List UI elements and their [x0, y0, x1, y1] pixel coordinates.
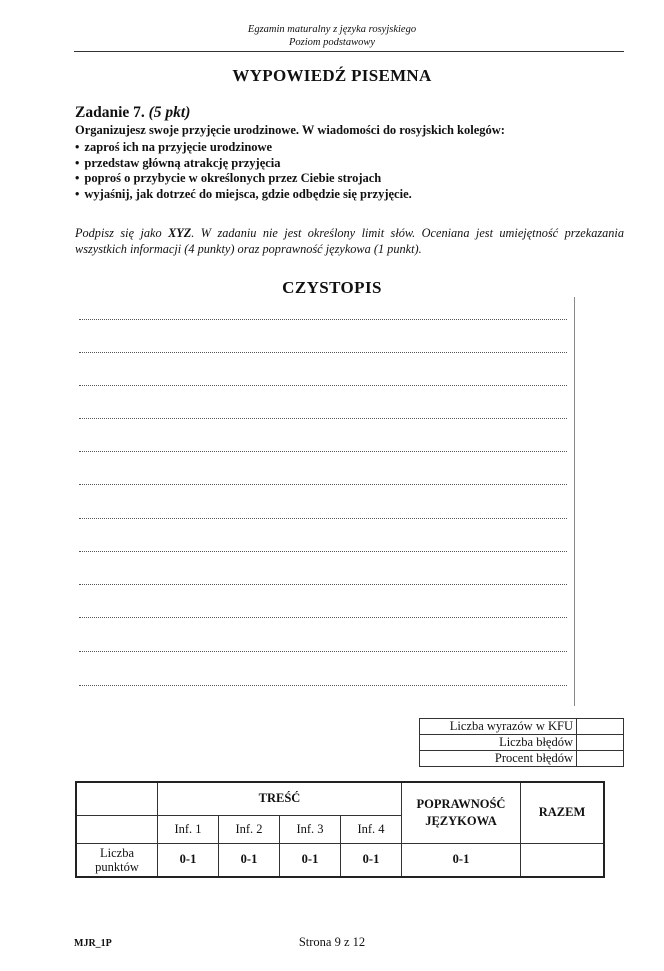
inf-header: Inf. 3 [280, 815, 341, 843]
score-table [75, 781, 605, 878]
kfu-table [419, 718, 624, 767]
razem-cell[interactable] [521, 843, 605, 877]
writing-line[interactable] [79, 418, 567, 419]
score-cell[interactable]: 0-1 [341, 843, 402, 877]
czystopis-title: CZYSTOPIS [282, 278, 382, 297]
writing-line[interactable] [79, 352, 567, 353]
score-cell[interactable]: 0-1 [280, 843, 341, 877]
inf-header: Inf. 4 [341, 815, 402, 843]
score-table-corner [76, 815, 158, 843]
kfu-label: Procent błędów [420, 751, 577, 767]
header-divider [74, 51, 624, 52]
task-points: (5 pkt) [148, 104, 191, 121]
kfu-value-cell[interactable] [577, 719, 624, 735]
poprawnosc-header: POPRAWNOŚĆ JĘZYKOWA [402, 782, 521, 843]
kfu-label: Liczba błędów [420, 735, 577, 751]
kfu-row-errors [420, 735, 624, 751]
kfu-row-word-count [420, 719, 624, 735]
writing-line[interactable] [79, 551, 567, 552]
writing-line[interactable] [79, 617, 567, 618]
task-bullet-list [75, 140, 412, 202]
task-heading [75, 104, 190, 122]
task-bullet: • przedstaw główną atrakcję przyjęcia [75, 156, 412, 172]
inf-header: Inf. 2 [219, 815, 280, 843]
kfu-label: Liczba wyrazów w KFU [420, 719, 577, 735]
writing-line[interactable] [79, 518, 567, 519]
score-cell[interactable]: 0-1 [219, 843, 280, 877]
razem-header: RAZEM [521, 782, 605, 843]
writing-line[interactable] [79, 484, 567, 485]
inf-header: Inf. 1 [158, 815, 219, 843]
task-bullet: • zaproś ich na przyjęcie urodzinowe [75, 140, 412, 156]
kfu-value-cell[interactable] [577, 735, 624, 751]
writing-line[interactable] [79, 584, 567, 585]
kfu-row-error-percent [420, 751, 624, 767]
task-bullet: • wyjaśnij, jak dotrzeć do miejsca, gdzie odbędzie się przyjęcie. [75, 187, 412, 203]
page-number: Strona 9 z 12 [298, 935, 366, 949]
exam-code: MJR_1P [74, 938, 112, 949]
task-bullet: • poproś o przybycie w określonych przez Ciebie strojach [75, 171, 412, 187]
kfu-value-cell[interactable] [577, 751, 624, 767]
writing-line[interactable] [79, 685, 567, 686]
score-cell[interactable]: 0-1 [158, 843, 219, 877]
writing-line[interactable] [79, 385, 567, 386]
score-table-corner [76, 782, 158, 815]
instructions-text-start: Podpisz się jako [75, 226, 169, 240]
task-label: Zadanie 7. [75, 104, 145, 121]
row-label: Liczba punktów [76, 843, 158, 877]
writing-area-margin-line [574, 297, 575, 706]
writing-line[interactable] [79, 651, 567, 652]
task-intro: Organizujesz swoje przyjęcie urodzinowe. W wiadomości do rosyjskich kolegów: [75, 123, 505, 137]
writing-line[interactable] [79, 319, 567, 320]
section-title: WYPOWIEDŹ PISEMNA [232, 66, 432, 85]
exam-title: Egzamin maturalny z języka rosyjskiego [247, 24, 417, 35]
instructions-text-end: . W zadaniu nie jest określony limit słów. Oceniana jest umiejętność przekazania wszystkich informacji (4 punkty) oraz poprawność językowa (1 punkt). [75, 226, 624, 256]
signature-code: XYZ [168, 226, 192, 240]
exam-level: Poziom podstawowy [288, 37, 376, 48]
task-instructions [75, 226, 624, 257]
score-cell[interactable]: 0-1 [402, 843, 521, 877]
tresc-header: TREŚĆ [158, 782, 402, 815]
writing-line[interactable] [79, 451, 567, 452]
